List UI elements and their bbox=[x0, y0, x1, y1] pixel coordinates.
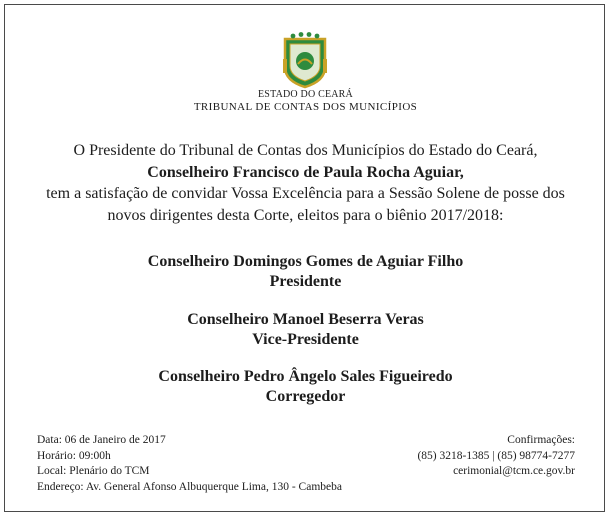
officer-block bbox=[5, 367, 606, 407]
officer-role: Vice-Presidente bbox=[252, 331, 359, 348]
officer-block bbox=[5, 252, 606, 292]
confirmations-label: Confirmações: bbox=[507, 434, 575, 446]
event-time: Horário: 09:00h bbox=[37, 449, 111, 462]
confirmation-phones: (85) 3218-1385 | (85) 98774-7277 bbox=[417, 449, 575, 462]
court-name: TRIBUNAL DE CONTAS DOS MUNICÍPIOS bbox=[193, 101, 418, 113]
invitation-line: novos dirigentes desta Corte, eleitos para o biênio 2017/2018: bbox=[107, 206, 504, 224]
invitation-line: tem a satisfação de convidar Vossa Excelência para a Sessão Solene de posse dos bbox=[46, 185, 565, 202]
event-details bbox=[37, 433, 342, 495]
officer-role: Presidente bbox=[269, 273, 342, 290]
state-coat-of-arms-icon bbox=[279, 31, 331, 89]
invitation-card bbox=[4, 4, 605, 512]
officer-role: Corregedor bbox=[265, 388, 346, 405]
event-date: Data: 06 de Janeiro de 2017 bbox=[37, 434, 166, 446]
invitation-line: O Presidente do Tribunal de Contas dos Municípios do Estado do Ceará, bbox=[73, 142, 538, 159]
officer-name: Conselheiro Manoel Beserra Veras bbox=[187, 311, 424, 328]
host-name: Conselheiro Francisco de Paula Rocha Aguiar, bbox=[147, 163, 464, 181]
event-place: Local: Plenário do TCM bbox=[37, 465, 150, 477]
confirmation-email: cerimonial@tcm.ce.gov.br bbox=[453, 465, 575, 477]
invitation-text bbox=[5, 140, 606, 226]
event-address: Endereço: Av. General Afonso Albuquerque Lima, 130 - Cambeba bbox=[37, 480, 342, 493]
officer-name: Conselheiro Pedro Ângelo Sales Figueiredo bbox=[158, 368, 453, 385]
confirmations bbox=[417, 433, 575, 480]
officer-block bbox=[5, 310, 606, 350]
officer-name: Conselheiro Domingos Gomes de Aguiar Filho bbox=[147, 253, 464, 270]
state-name: ESTADO DO CEARÁ bbox=[258, 89, 353, 100]
